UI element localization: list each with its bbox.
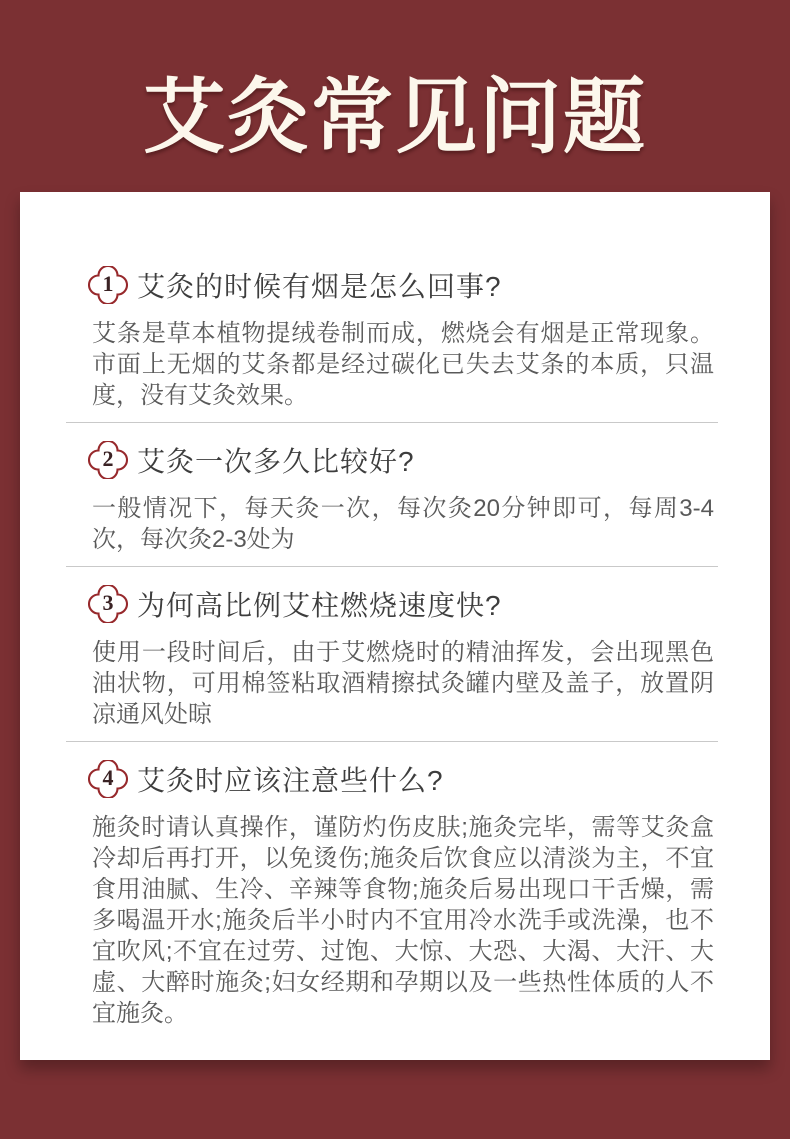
answer-text: 施灸时请认真操作，谨防灼伤皮肤;施灸完毕，需等艾灸盒冷却后再打开，以免烫伤;施灸后饮食应以清淡为主，不宜食用油腻、生冷、辛辣等食物;施灸后易出现口干舌燥，需多喝温开水;施灸后半小时内不宜用冷水洗手或洗澡，也不宜吹风;不宜在过劳、过饱、大惊、大恐、大渴、大汗、大虚、大醉时施灸;妇女经期和孕期以及一些热性体质的人不宜施灸。 xyxy=(92,814,714,1027)
question-header xyxy=(88,265,718,305)
question-number-badge xyxy=(88,585,128,623)
question-title: 艾灸的时候有烟是怎么回事? xyxy=(137,271,502,302)
answer-text: 一般情况下，每天灸一次，每次灸20分钟即可，每周3-4次，每次灸2-3处为 xyxy=(92,495,714,553)
answer-text: 使用一段时间后，由于艾燃烧时的精油挥发，会出现黑色油状物，可用棉签粘取酒精擦拭灸罐内壁及盖子，放置阴凉通风处晾 xyxy=(92,639,714,728)
question-title: 艾灸一次多久比较好? xyxy=(137,446,415,477)
question-number-badge xyxy=(88,266,128,304)
banner xyxy=(0,0,790,192)
question-number: 4 xyxy=(102,765,114,790)
faq-item xyxy=(66,222,718,423)
question-title: 艾灸时应该注意些什么? xyxy=(137,765,444,796)
question-number: 1 xyxy=(102,271,114,296)
question-number-badge xyxy=(88,441,128,479)
faq-card xyxy=(20,192,770,1060)
question-header xyxy=(88,759,718,799)
page-title: 艾灸常见问题 xyxy=(142,71,647,163)
question-number: 3 xyxy=(102,590,114,615)
answer-text: 艾条是草本植物提绒卷制而成，燃烧会有烟是正常现象。市面上无烟的艾条都是经过碳化已失去艾条的本质，只温度，没有艾灸效果。 xyxy=(92,320,714,409)
question-header xyxy=(88,440,718,480)
question-header xyxy=(88,584,718,624)
faq-item xyxy=(66,423,718,567)
faq-item xyxy=(66,742,718,1040)
question-number: 2 xyxy=(102,446,114,471)
faq-list xyxy=(66,222,718,1040)
question-title: 为何高比例艾柱燃烧速度快? xyxy=(137,590,502,621)
faq-item xyxy=(66,567,718,742)
question-number-badge xyxy=(88,760,128,798)
